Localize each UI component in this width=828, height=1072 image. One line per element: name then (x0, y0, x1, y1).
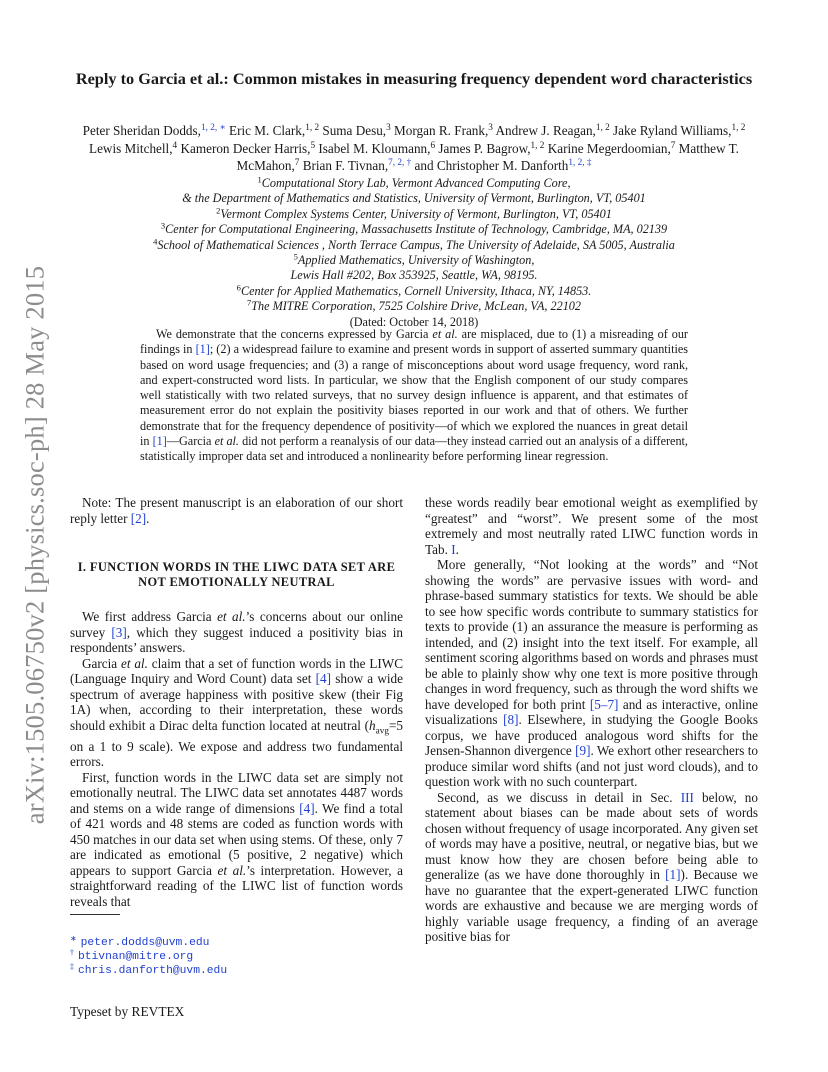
author: Matthew T. McMahon, (236, 140, 739, 174)
author-affil-marker: 1, 2 (595, 121, 610, 132)
arxiv-sidebar-stamp (12, 245, 58, 845)
author-affil-marker: 6 (430, 139, 436, 150)
author-affil-marker: 3 (488, 121, 493, 132)
body-text: =5 on a 1 to 9 scale). We expose and address two fundamental errors. (70, 717, 403, 770)
footnote-rule (70, 914, 120, 915)
abstract-text: et al. (432, 327, 458, 341)
author-affil-marker[interactable]: 7, 2, † (388, 157, 412, 168)
email-link[interactable]: peter.dodds@uvm.edu (80, 937, 210, 949)
body-text: . Elsewhere, in studying the Google Books corpus, we have produced analogous word shifts for the Jensen-Shannon divergence (425, 712, 758, 758)
affiliation-text: Lewis Hall #202, Box 353925, Seattle, WA, 98195. (290, 268, 538, 283)
body-text: ’s concerns about our online survey (70, 609, 403, 640)
body-text: More generally, “Not looking at the words” and “Not showing the words” are pervasive issues with word- and phrase-based summary statistics for texts. We should be able to see how specific words contribute to summary statistics for texts to provide (1) an assurance the measure is performing as intended, and (2) insight into the text itself. For example, all sentiment scoring algorithms based on words and phrases must be able to plainly show why one text is more positive through changes in word frequency, such as through the word shifts we have developed for both print (425, 557, 758, 712)
body-text: ). Because we have no guarantee that the expert-generated LIWC function words are exhaustive and because we are merging words of highly variable usage frequency, a finding of an average positive bias for (425, 867, 758, 944)
body-text: below, no statement about biases can be made about sets of words chosen without frequency of usage incorporated. Any given set of words may have a positive, neutral, or negative bias, but we must know how they are chosen before being able to generalize (as we have done thoroughly in (425, 789, 758, 882)
body-paragraph (425, 790, 758, 945)
author-affil-marker: 4 (172, 139, 178, 150)
footnote-marker: ∗ (70, 933, 77, 943)
citation-link[interactable]: [4] (299, 800, 315, 816)
footnote-marker: † (70, 947, 74, 957)
body-text: Garcia (82, 655, 121, 671)
citation-link[interactable]: [4] (315, 671, 332, 687)
affiliation-text: School of Mathematical Sciences , North Terrace Campus, The University of Adelaide, SA 5005, Australia (157, 237, 675, 252)
citation-link[interactable]: [3] (111, 624, 127, 640)
author: Jake Ryland Williams, (613, 123, 732, 138)
citation-link[interactable]: [1] (665, 867, 681, 882)
citation-link[interactable]: [5–7] (589, 696, 619, 712)
body-text: et al. (217, 862, 247, 878)
body-text: ’s interpretation. However, a straightforward reading of the LIWC list of function words reveals that (70, 862, 403, 909)
abstract-text: did not perform a reanalysis of our data—they instead carried out an analysis of a different, statistically improper data set and introduced a nonlinearity before performing linear regression. (140, 434, 688, 464)
body-text: claim that a set of function words in the LIWC (Language Inquiry and Word Count) data set (70, 655, 404, 687)
affiliation-number: 2 (216, 205, 221, 216)
body-text: et al. (217, 609, 246, 625)
body-text: and as interactive, online visualizations (425, 696, 758, 727)
body-paragraph (70, 609, 403, 656)
body-paragraph (425, 495, 758, 557)
author-affil-marker[interactable]: 1, 2, ∗ (200, 121, 226, 132)
affiliation-number: 3 (160, 220, 166, 231)
affiliation (70, 253, 758, 268)
author-affil-marker: 1, 2 (305, 121, 320, 132)
arxiv-identifier: arXiv:1505.06750v2 [physics.soc-ph] 28 May 2015 (19, 265, 50, 825)
abstract-text: ; (2) a widespread failure to examine and present words in support of asserted summary quantities based on word usage frequencies; and (3) a range of misconceptions about word usage frequency, word rank, and expert-constructed word lists. In particular, we show that the English component of our study compares well statistically with two related surveys, that no survey design influence is apparent, and that estimates of measurement error do not explain the positivity biases reported in our work and that of others. We further demonstrate that for the frequency dependence of positivity—of which we explored the nuances in great detail in (140, 342, 688, 449)
table-reference-link[interactable]: I (451, 541, 456, 557)
author: James P. Bagrow, (438, 140, 531, 156)
body-text: . (455, 541, 459, 557)
body-text: these words readily bear emotional weight as exemplified by “greatest” and “worst”. We present some of the most extremely and most neutrally rated LIWC function words in Tab. (425, 495, 758, 557)
author: Andrew J. Reagan, (495, 123, 596, 138)
note-paragraph (70, 495, 403, 526)
affiliation-list (70, 176, 758, 330)
left-column (70, 495, 403, 909)
affiliation-text: Vermont Complex Systems Center, University of Vermont, Burlington, VT, 05401 (220, 206, 612, 221)
email-link[interactable]: chris.danforth@uvm.edu (77, 965, 228, 977)
affiliation (70, 268, 758, 283)
abstract-text: are misplaced, due to (1) a misreading of our findings in (140, 327, 688, 357)
footnote (70, 933, 227, 950)
affiliation (70, 176, 758, 191)
affiliation (70, 207, 758, 222)
affiliation-text: Center for Computational Engineering, Massachusetts Institute of Technology, Cambridge, MA, 02139 (165, 222, 668, 237)
body-text: et al. (120, 655, 148, 671)
abstract-text: —Garcia (166, 434, 215, 449)
citation-link[interactable]: [2] (130, 510, 147, 526)
author-affil-marker: 5 (310, 139, 316, 150)
abstract-text: We demonstrate that the concerns expressed by Garcia (156, 327, 433, 341)
section-heading: I. FUNCTION WORDS IN THE LIWC DATA SET ARE NOT EMOTIONALLY NEUTRAL (77, 560, 396, 589)
citation-link[interactable]: [8] (503, 712, 519, 727)
dated-line: (Dated: October 14, 2018) (349, 314, 479, 329)
affiliation-text: Computational Story Lab, Vermont Advanced Computing Core, (261, 176, 571, 190)
footnote (70, 947, 227, 964)
paper-title: Reply to Garcia et al.: Common mistakes in measuring frequency dependent word characteristics (75, 69, 753, 88)
body-text: . (146, 510, 150, 526)
author-affil-marker: 3 (386, 121, 391, 132)
author: Eric M. Clark, (229, 123, 306, 138)
email-link[interactable]: btivnan@mitre.org (77, 951, 194, 963)
affiliation-number: 7 (247, 297, 252, 308)
affiliation (70, 284, 758, 299)
math-symbol: h (369, 717, 376, 733)
body-text: . We find a total of 421 words and 48 stems are coded as function words with 450 matches in our data set when using stems. Of these, only 7 are indicated as emotional (5 positive, 2 negative) which appears to support Garcia (70, 800, 403, 878)
affiliation-text: Applied Mathematics, University of Washington, (297, 253, 535, 268)
body-text: Second, as we discuss in detail in Sec. (437, 789, 681, 805)
citation-link[interactable]: [9] (575, 743, 591, 758)
affiliation (70, 299, 758, 314)
author: Brian F. Tivnan, (302, 158, 389, 174)
author: Morgan R. Frank, (394, 123, 489, 138)
author-affil-marker[interactable]: 1, 2, ‡ (568, 157, 592, 168)
math-subscript: avg (375, 725, 389, 736)
body-text: Note: The present manuscript is an elaboration of our short reply letter (70, 495, 403, 526)
author: Lewis Mitchell, (89, 140, 173, 156)
body-text: show a wide spectrum of average happiness with positive skew (their Fig 1A) when, according to their interpretation, these words should exhibit a Dirac delta function located at neutral ( (70, 671, 403, 733)
typeset-note: Typeset by REVTEX (70, 1004, 185, 1019)
affiliation (70, 235, 758, 253)
affiliation (70, 191, 758, 206)
footnote-marker: ‡ (70, 961, 74, 971)
affiliation-text: The MITRE Corporation, 7525 Colshire Drive, McLean, VA, 22102 (251, 299, 581, 314)
author: Karine Megerdoomian, (547, 140, 671, 156)
author: Christopher M. Danforth (436, 158, 569, 174)
abstract (140, 327, 688, 465)
affiliation-number: 6 (236, 282, 241, 293)
author-affil-marker: 1, 2 (530, 139, 545, 150)
footnotes (70, 933, 228, 978)
affiliation-number: 1 (257, 174, 262, 185)
author-affil-marker: 7 (294, 157, 300, 168)
abstract-text: et al. (214, 434, 239, 449)
affiliation-number: 5 (293, 251, 298, 262)
body-paragraph (70, 656, 403, 770)
section-reference-link[interactable]: III (680, 789, 694, 805)
body-text: , which they suggest induced a positivity bias in respondents’ answers. (70, 624, 403, 656)
affiliation-number: 4 (153, 235, 158, 246)
affiliation-text: Center for Applied Mathematics, Cornell University, Ithaca, NY, 14853. (240, 283, 592, 298)
body-paragraph (70, 770, 403, 910)
author: Peter Sheridan Dodds, (82, 123, 201, 138)
author-affil-marker: 1, 2 (731, 121, 746, 132)
body-text: . We exhort other researchers to produce similar word shifts (and not just word clouds), and to question work with no such counterpart. (425, 743, 758, 789)
author-affil-marker: 7 (670, 139, 676, 150)
affiliation (70, 222, 758, 237)
author-conjunction: and (414, 158, 434, 174)
body-text: We first address Garcia (82, 609, 218, 625)
citation-link[interactable]: [1] (152, 434, 167, 449)
right-column (425, 495, 758, 945)
author: Isabel M. Kloumann, (318, 140, 431, 156)
author: Suma Desu, (322, 123, 387, 138)
author: Kameron Decker Harris, (180, 140, 311, 156)
footnote (70, 961, 228, 978)
affiliation-text: & the Department of Mathematics and Statistics, University of Vermont, Burlington, VT, 05401 (182, 191, 646, 206)
author-list (70, 122, 758, 175)
citation-link[interactable]: [1] (195, 342, 210, 357)
body-paragraph (425, 557, 758, 790)
body-text: First, function words in the LIWC data set are simply not emotionally neutral. The LIWC data set annotates 4487 words and stems on a wide range of dimensions (70, 769, 403, 816)
